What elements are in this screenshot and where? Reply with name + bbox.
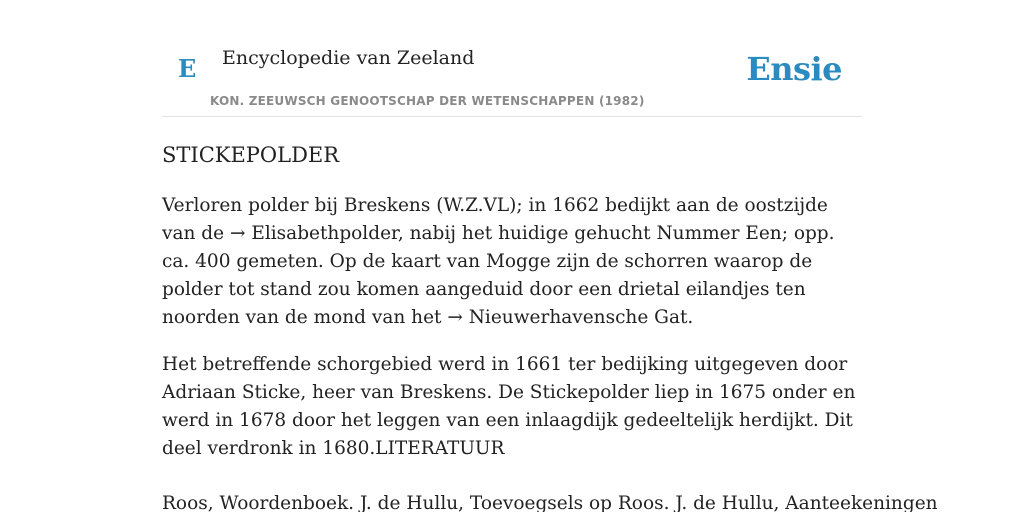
article-paragraph: Verloren polder bij Breskens (W.Z.VL); in 1662 bedijkt aan de oostzijde van de → Elisabethpolder, nabij het huidige gehucht Nummer Een; opp. ca. 400 gemeten. Op de kaart van Mogge zijn de schorren waarop de polder tot stand zou komen aangeduid door een drietal eilandjes ten noorden van de mond van het → Nieuwerhavensche Gat.	[162, 195, 835, 328]
publisher-label: KON. ZEEUWSCH GENOOTSCHAP DER WETENSCHAPPEN (1982)	[210, 94, 645, 108]
ensie-logo-link[interactable]: Ensie	[746, 50, 842, 88]
book-title-link[interactable]: Encyclopedie van Zeeland	[222, 47, 475, 69]
literature-paragraph: Roos, Woordenboek. J. de Hullu, Toevoegsels op Roos. J. de Hullu, Aanteekeningen	[162, 493, 938, 512]
book-logo-icon[interactable]: E	[178, 54, 197, 83]
article-paragraph: Het betreffende schorgebied werd in 1661 ter bedijking uitgegeven door Adriaan Sticke, heer van Breskens. De Stickepolder liep in 1675 onder en werd in 1678 door het leggen van een inlaagdijk gedeeltelijk herdijkt. Dit deel verdronk in 1680.LITERATUUR	[162, 354, 856, 459]
content-container	[162, 0, 938, 512]
article-title: STICKEPOLDER	[162, 143, 340, 167]
site-header	[162, 0, 862, 117]
